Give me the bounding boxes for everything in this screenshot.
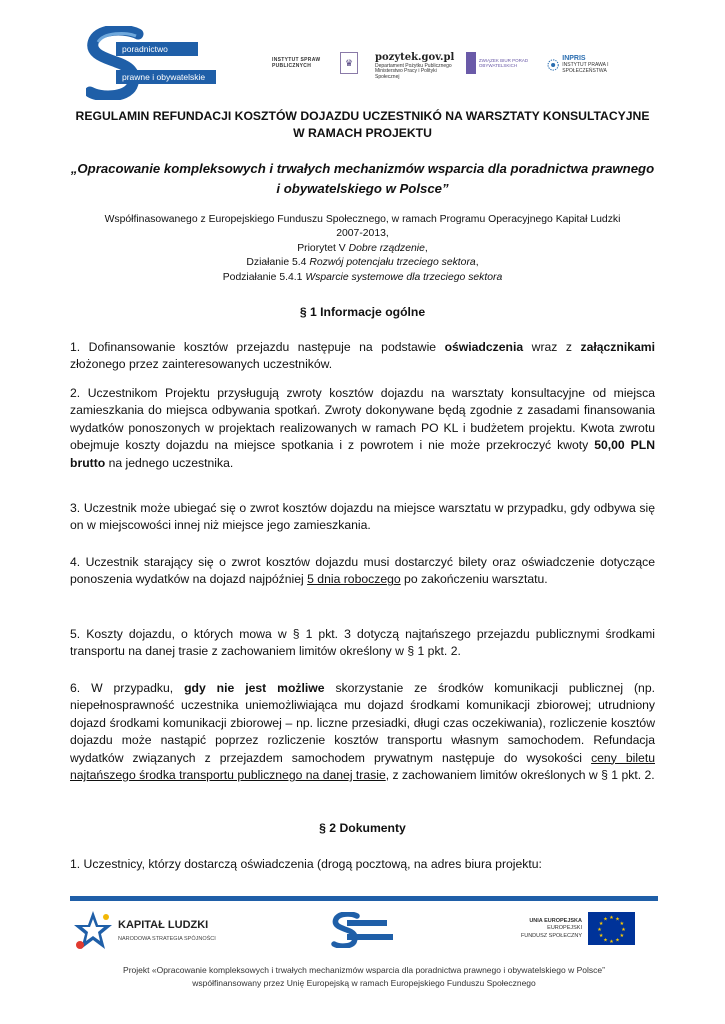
cofinancing-info xyxy=(70,213,655,285)
footer-poradnictwo-logo xyxy=(331,912,393,948)
priority-prefix: Priorytet V xyxy=(297,242,349,254)
eu-line-1: UNIA EUROPEJSKA xyxy=(529,918,582,924)
cofin-line-2: 2007-2013, xyxy=(336,228,389,240)
p2-text-c: na jednego uczestnika. xyxy=(105,455,234,470)
subaction-prefix: Podziałanie 5.4.1 xyxy=(222,271,306,283)
page-header xyxy=(0,22,725,102)
subaction-name: Wsparcie systemowe dla trzeciego sektora xyxy=(305,271,503,283)
svg-text:★: ★ xyxy=(615,916,620,923)
zbpo-name: ZWIĄZEK BIUR PORAD OBYWATELSKICH xyxy=(478,57,529,68)
title-line-2: W RAMACH PROJEKTU xyxy=(293,126,432,140)
ministry-emblem-icon: ♛ xyxy=(340,52,358,74)
paragraph-2 xyxy=(70,385,655,472)
paragraph-5: 5. Koszty dojazdu, o których mowa w § 1 pkt. 3 dotyczą najtańszego przejazdu publicznymi środkami transportu na danej trasie z zachowaniem limitów określony w § 1 pkt. 2. xyxy=(70,627,655,659)
p1-bold-oswiadczenia: oświadczenia xyxy=(444,340,524,354)
p4-text-a: 4. Uczestnik starający się o zwrot kosztów dojazdu musi dostarczyć bilety oraz oświadczenie dotyczące ponoszenia wydatków na dojazd najpóźniej xyxy=(70,555,655,587)
priority-name: Dobre rządzenie xyxy=(348,242,425,254)
logo-line-2: prawne i obywatelskie xyxy=(116,70,216,84)
svg-text:★: ★ xyxy=(609,939,614,945)
footer-caption-line-1: Projekt «Opracowanie kompleksowych i trwałych mechanizmów wsparcia dla poradnictwa prawnego i obywatelskiego w Polsce” xyxy=(123,965,605,975)
cofin-line-1: Współfinasowanego z Europejskiego Funduszu Społecznego, w ramach Programu Operacyjnego Kapitał Ludzki xyxy=(104,214,621,225)
p1-bold-zalacznikami: załącznikami xyxy=(580,340,655,354)
p6-text-a: 6. W przypadku, xyxy=(70,681,185,695)
footer-divider xyxy=(70,896,658,901)
isp-logo xyxy=(272,58,330,70)
p1-text-e: złożonego przez zainteresowanych uczestników. xyxy=(70,357,333,372)
kapital-ludzki-star-icon xyxy=(72,909,114,953)
footer-s-logo-icon xyxy=(331,912,393,948)
kapital-ludzki-subtitle: NARODOWA STRATEGIA SPÓJNOŚCI xyxy=(118,936,216,942)
p6-text-c: skorzystanie ze środków komunikacji publicznej (np. niepełnosprawność uczestnika uniemożliwiająca mu dojazd środkami komunikacji zbiorowej; utrudniony dojazd środkami komunikacji zbiorowej – np. liczne przesiadki, długi czas oczekiwania), rozliczenie kosztów dojazdu może nastąpić poprzez rozliczenie kosztów transportu własnym samochodem. Refundacja wydatków związanych z przejazdem samochodem prywatnym następuje do wysokości xyxy=(70,681,655,765)
inpris-icon xyxy=(547,56,559,74)
p6-bold-not-possible: gdy nie jest możliwe xyxy=(184,681,325,695)
svg-text:★: ★ xyxy=(619,921,625,927)
project-name xyxy=(70,159,655,199)
eu-stars-icon xyxy=(588,912,635,945)
svg-text:★: ★ xyxy=(619,933,625,939)
s-logo-icon xyxy=(86,26,146,100)
p6-underline-ticket-price: ceny biletu najtańszego środka transportu publicznego na danej trasie xyxy=(70,750,655,783)
cofin-subaction xyxy=(70,271,655,285)
eu-line-2: EUROPEJSKI xyxy=(547,925,582,932)
p2-bold-amount: 50,00 PLN brutto xyxy=(70,438,656,470)
footer-caption-line-2: współfinansowany przez Unię Europejską w ramach Europejskiego Funduszu Społecznego xyxy=(192,978,536,988)
svg-text:★: ★ xyxy=(621,927,626,933)
logo-line-1: poradnictwo xyxy=(116,42,198,56)
action-suffix: , xyxy=(475,257,479,269)
pozytek-logo xyxy=(375,52,455,81)
page-footer xyxy=(0,894,725,1024)
paragraph-1 xyxy=(70,339,655,374)
kapital-ludzki-title: KAPITAŁ LUDZKI xyxy=(118,919,209,931)
eu-label xyxy=(502,918,582,940)
p1-text-a: 1. Dofinansowanie kosztów przejazdu następuje na podstawie xyxy=(70,340,445,354)
paragraph-4 xyxy=(70,554,655,589)
svg-text:★: ★ xyxy=(603,916,608,923)
inpris-logo xyxy=(547,55,625,75)
svg-text:★: ★ xyxy=(615,937,620,944)
kapital-ludzki-logo xyxy=(72,909,232,953)
pozytek-sub: Departament Pożytku Publicznego Ministerstwo Pracy i Polityki Społecznej xyxy=(375,62,452,80)
poradnictwo-logo xyxy=(86,26,216,100)
section-heading-1: § 1 Informacje ogólne xyxy=(299,305,426,319)
footer-caption xyxy=(70,964,658,990)
svg-text:★: ★ xyxy=(603,937,608,944)
inpris-name: INPRIS xyxy=(562,55,586,62)
p2-text-a: 2. Uczestnikom Projektu przysługują zwroty kosztów dojazdu na warsztaty konsultacyjne od miejsca zamieszkania do miejsca odbywania spotkań. Zwroty dokonywane będą zgodnie z zasadami finansowania wydatków ponoszonych w projektach realizowanych w ramach PO KL i budżetem projektu. Kwota zwrotu obejmuje koszty dojazdu na miejsce spotkania i z powrotem i nie może przekroczyć kwoty xyxy=(70,386,655,453)
project-line-2: i obywatelskiego w Polsce” xyxy=(276,181,449,196)
action-prefix: Działanie 5.4 xyxy=(246,257,310,269)
cofin-priority xyxy=(70,242,655,256)
document-title xyxy=(70,108,655,142)
p4-text-c: po zakończeniu warsztatu. xyxy=(400,572,548,587)
zbpo-logo xyxy=(466,52,534,74)
title-line-1: REGULAMIN REFUNDACJI KOSZTÓW DOJAZDU UCZESTNIKÓ NA WARSZTATY KONSULTACYJNE xyxy=(75,109,650,123)
svg-text:★: ★ xyxy=(598,933,604,939)
paragraph-7: 1. Uczestnicy, którzy dostarczą oświadczenia (drogą pocztową, na adres biura projektu: xyxy=(70,857,542,871)
zbpo-icon xyxy=(466,52,476,74)
paragraph-6 xyxy=(70,680,655,784)
isp-name: INSTYTUT SPRAW PUBLICZNYCH xyxy=(272,57,321,69)
p6-text-e: , z zachowaniem limitów określonych w § 1 pkt. 2. xyxy=(385,768,655,783)
paragraph-3: 3. Uczestnik może ubiegać się o zwrot kosztów dojazdu na miejsce warsztatu w przypadku, gdy odbywa się on w miejscowości innej niż miejsce jego zamieszkania. xyxy=(70,501,655,533)
svg-text:★: ★ xyxy=(609,915,614,921)
action-name: Rozwój potencjału trzeciego sektora xyxy=(309,257,476,269)
p1-text-c: wraz z xyxy=(523,340,581,354)
eu-flag-icon xyxy=(588,912,635,945)
project-line-1: „Opracowanie kompleksowych i trwałych mechanizmów wsparcia dla poradnictwa prawnego xyxy=(70,161,655,176)
p4-underline-deadline: 5 dnia roboczego xyxy=(307,572,401,587)
eu-line-3: FUNDUSZ SPOŁECZNY xyxy=(520,932,582,939)
svg-text:★: ★ xyxy=(598,921,604,927)
svg-text:★: ★ xyxy=(597,927,602,933)
priority-suffix: , xyxy=(424,242,428,254)
inpris-sub: INSTYTUT PRAWA I SPOŁECZEŃSTWA xyxy=(562,62,609,74)
pozytek-name: pozytek.gov.pl xyxy=(375,52,455,63)
cofin-action xyxy=(70,256,655,270)
section-heading-2: § 2 Dokumenty xyxy=(319,821,406,835)
